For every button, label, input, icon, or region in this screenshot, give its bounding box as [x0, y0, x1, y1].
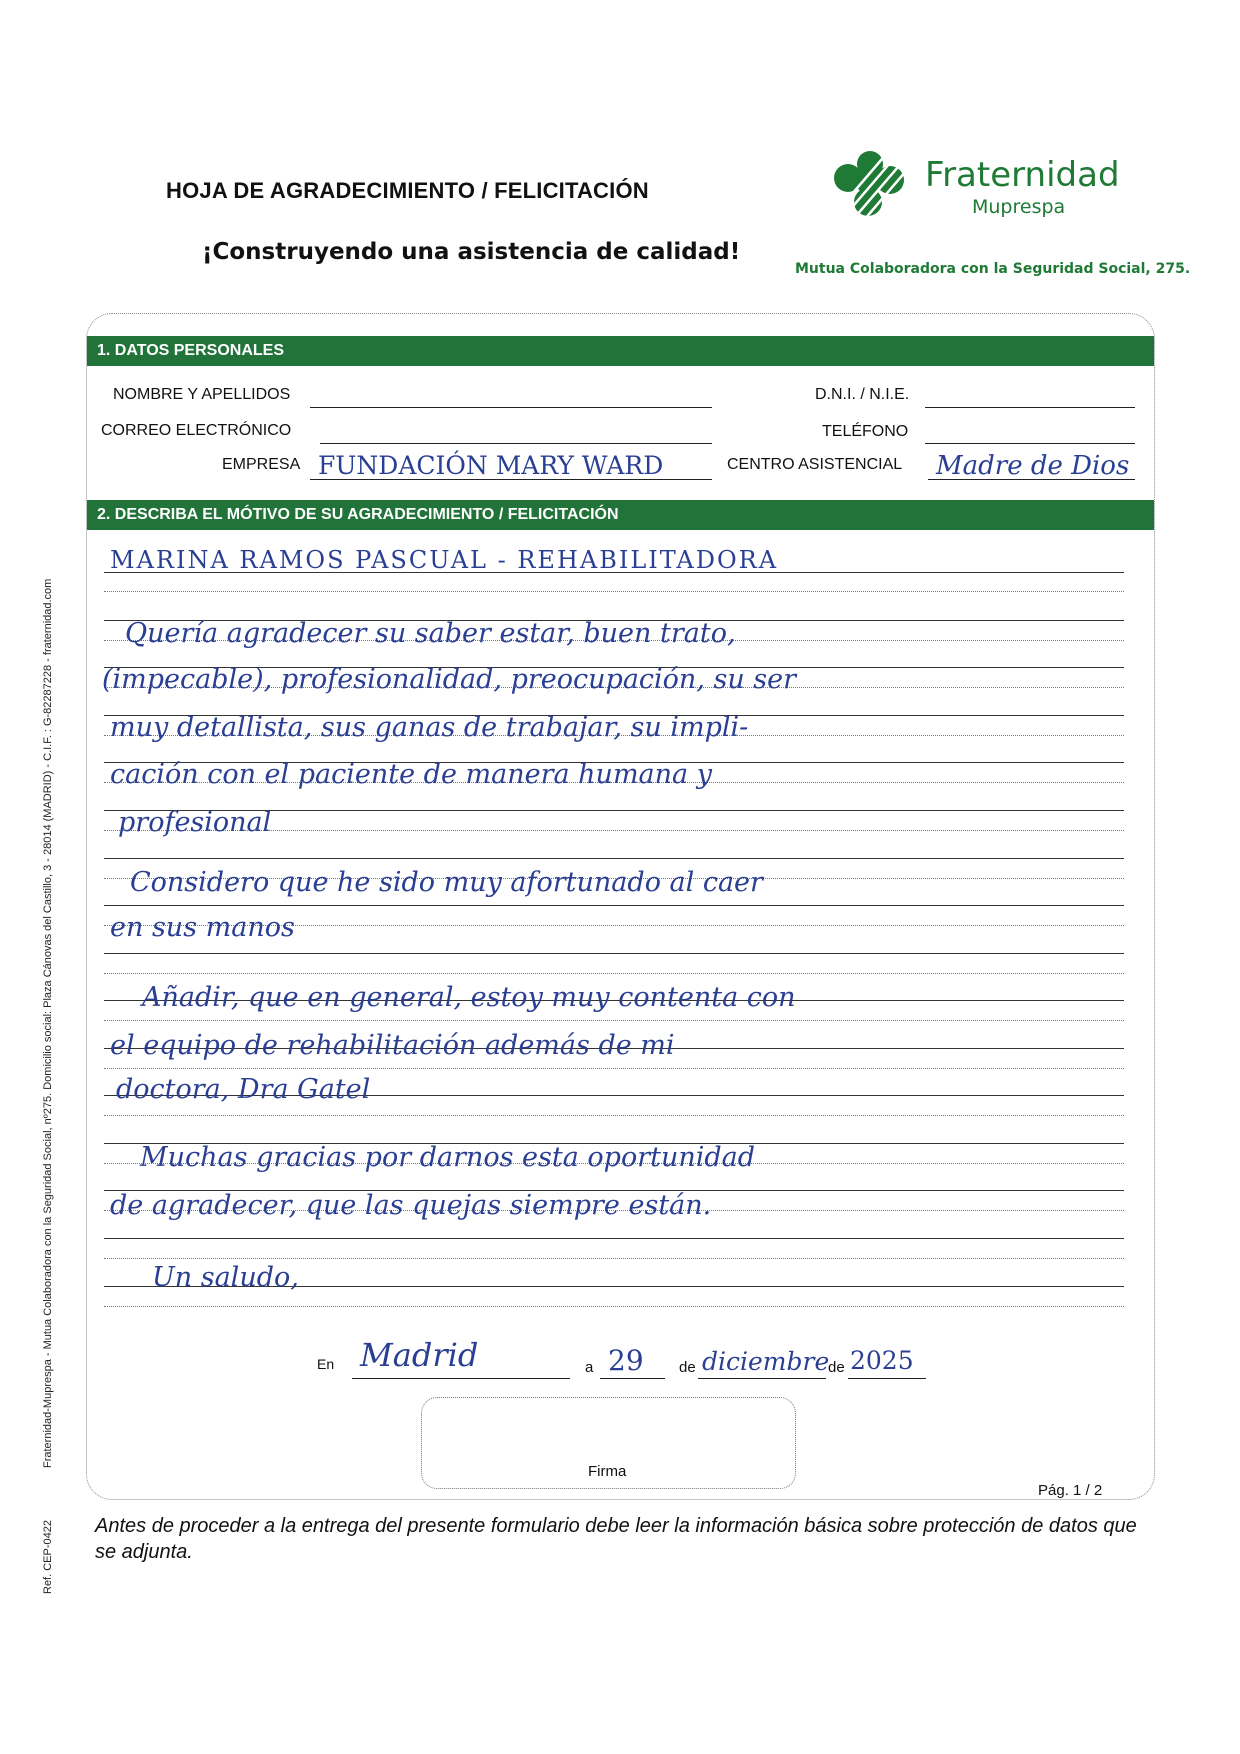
message-line: de agradecer, que las quejas siempre están.	[110, 1190, 712, 1221]
value-empresa: FUNDACIÓN MARY WARD	[318, 451, 664, 480]
ruled-line	[104, 1306, 1124, 1307]
label-de-2: de	[828, 1359, 845, 1376]
message-line: Muchas gracias por darnos esta oportunidad	[140, 1142, 756, 1173]
page-number: Pág. 1 / 2	[1038, 1482, 1103, 1499]
field-correo[interactable]	[320, 443, 712, 444]
message-line: Considero que he sido muy afortunado al caer	[130, 867, 763, 898]
label-telefono: TELÉFONO	[822, 423, 909, 440]
message-line: Añadir, que en general, estoy muy contenta con	[142, 982, 796, 1013]
field-year[interactable]	[848, 1378, 926, 1379]
label-empresa: EMPRESA	[222, 456, 301, 473]
message-line: el equipo de rehabilitación además de mi	[110, 1030, 675, 1061]
message-line: Un saludo,	[152, 1262, 299, 1293]
label-correo: CORREO ELECTRÓNICO	[101, 422, 292, 439]
signature-label: Firma	[588, 1463, 627, 1480]
label-de-1: de	[679, 1359, 696, 1376]
field-city[interactable]	[352, 1378, 570, 1379]
label-dni: D.N.I. / N.I.E.	[815, 386, 910, 403]
message-line: MARINA RAMOS PASCUAL - REHABILITADORA	[110, 546, 779, 574]
field-dni[interactable]	[925, 407, 1135, 408]
message-line: en sus manos	[110, 912, 295, 943]
field-nombre[interactable]	[310, 407, 712, 408]
section-personal-data-heading: 1. DATOS PERSONALES	[87, 336, 1154, 366]
label-centro: CENTRO ASISTENCIAL	[727, 456, 903, 473]
message-line: cación con el paciente de manera humana y	[110, 759, 712, 790]
form-title: HOJA DE AGRADECIMIENTO / FELICITACIÓN	[166, 178, 649, 203]
ruled-line	[104, 1020, 1124, 1021]
ruled-line	[104, 905, 1124, 906]
field-day[interactable]	[600, 1378, 665, 1379]
ruled-line	[104, 973, 1124, 974]
message-line: muy detallista, sus ganas de trabajar, su impli-	[110, 712, 749, 743]
side-legal-text: Fraternidad-Muprespa - Mutua Colaboradora con la Seguridad Social, nº275. Domicilio social: Plaza Cánovas del Castillo, 3 - 28014 (MADRID) - C.I.F. : G-82287228 - fraternidad.com	[42, 578, 54, 1468]
form-subtitle: ¡Construyendo una asistencia de calidad!	[202, 239, 741, 265]
ruled-line	[104, 591, 1124, 592]
ruled-line	[104, 1068, 1124, 1069]
value-city: Madrid	[360, 1336, 479, 1374]
ruled-line	[104, 1258, 1124, 1259]
data-protection-notice: Antes de proceder a la entrega del presente formulario debe leer la información básica sobre protección de datos que se adjunta.	[95, 1515, 1137, 1563]
ruled-line	[104, 1238, 1124, 1239]
brand-subname: Muprespa	[972, 196, 1066, 218]
label-nombre: NOMBRE Y APELLIDOS	[113, 386, 291, 403]
mutua-text: Mutua Colaboradora con la Seguridad Social, 275.	[795, 261, 1191, 277]
ruled-line	[104, 953, 1124, 954]
field-telefono[interactable]	[925, 443, 1135, 444]
value-day: 29	[608, 1344, 644, 1377]
brand-name: Fraternidad	[925, 155, 1120, 195]
label-a: a	[585, 1359, 594, 1376]
ruled-line	[104, 858, 1124, 859]
section-motivo-heading: 2. DESCRIBA EL MÓTIVO DE SU AGRADECIMIENTO / FELICITACIÓN	[87, 500, 1154, 530]
value-centro: Madre de Dios	[936, 451, 1130, 481]
fraternidad-logo-icon	[826, 150, 921, 225]
label-en: En	[317, 1356, 335, 1372]
message-line: profesional	[118, 807, 272, 838]
message-line: doctora, Dra Gatel	[116, 1074, 371, 1105]
reference-code: Ref. CEP-0422	[42, 1520, 54, 1594]
message-line: (impecable), profesionalidad, preocupación, su ser	[102, 664, 797, 695]
value-month: diciembre	[702, 1347, 830, 1376]
ruled-line	[104, 1115, 1124, 1116]
value-year: 2025	[850, 1346, 914, 1375]
field-month[interactable]	[698, 1378, 826, 1379]
message-line: Quería agradecer su saber estar, buen trato,	[125, 618, 736, 649]
form-box	[86, 313, 1155, 1500]
